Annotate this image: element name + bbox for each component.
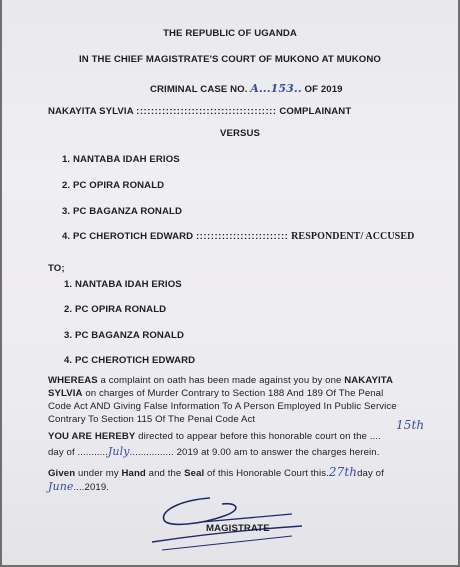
whereas-text: a complaint on oath has been made against you by one — [100, 375, 342, 386]
hearing-month-handwritten: July — [107, 445, 130, 458]
case-number: A...153.. — [250, 82, 302, 95]
respondent-item: 3. PC BAGANZA RONALD — [62, 206, 182, 217]
given-text: under my — [77, 468, 119, 479]
whereas-line-2 — [48, 388, 383, 399]
hereby-line — [48, 431, 381, 442]
day-of-text: day of ........... — [48, 447, 108, 458]
issued-date-line — [48, 480, 109, 493]
day-of-text: day of — [357, 468, 384, 479]
complainant-name: NAKAYITA SYLVIA — [48, 106, 134, 117]
charges-text-1: on charges of Murder Contrary to Section 188 And 189 Of The Penal — [85, 388, 384, 399]
respondent-item: 4. PC CHEROTICH EDWARD — [62, 231, 194, 242]
given-line — [48, 465, 384, 479]
given-keyword: Given — [48, 468, 76, 479]
addressee-item: 1. NANTABA IDAH ERIOS — [64, 279, 182, 290]
complainant-role: COMPLAINANT — [279, 106, 352, 117]
whereas-line-1 — [48, 375, 393, 386]
complainant-name-inline: NAKAYITA — [344, 375, 394, 386]
respondent-item: 1. NANTABA IDAH ERIOS — [62, 154, 180, 165]
complainant-line — [48, 106, 351, 117]
issued-month-handwritten: June — [48, 480, 74, 493]
complainant-surname-inline: SYLVIA — [48, 388, 83, 399]
issued-day-handwritten: 27th — [328, 465, 358, 479]
seal-keyword: Seal — [184, 468, 205, 479]
case-prefix: CRIMINAL CASE NO. — [150, 84, 248, 95]
case-number-line — [150, 82, 343, 95]
republic-heading: THE REPUBLIC OF UGANDA — [163, 28, 297, 39]
addressee-item: 2. PC OPIRA RONALD — [64, 304, 167, 315]
whereas-keyword: WHEREAS — [48, 375, 98, 386]
hereby-keyword: YOU ARE HEREBY — [48, 431, 136, 442]
hearing-day-handwritten: 15th — [396, 418, 425, 432]
addressee-item: 3. PC BAGANZA RONALD — [64, 330, 184, 341]
hearing-time-text: ................ 2019 at 9.00 am to answer the charges herein. — [129, 447, 380, 458]
charges-text-2: Code Act AND Giving False Information To A Person Employed In Public Service — [48, 401, 397, 412]
court-summons-document — [2, 0, 458, 565]
court-heading: IN THE CHIEF MAGISTRATE'S COURT OF MUKONO AT MUKONO — [79, 54, 381, 65]
given-text: of this Honorable Court this. — [207, 468, 329, 479]
hereby-text: directed to appear before this honorable court on the .... — [138, 431, 381, 442]
magistrate-label: MAGISTRATE — [206, 523, 270, 534]
respondent-dots: ::::::::::::::::::::::::: — [195, 231, 289, 242]
hand-keyword: Hand — [121, 468, 146, 479]
addressee-item: 4. PC CHEROTICH EDWARD — [64, 355, 196, 366]
complainant-dots: :::::::::::::::::::::::::::::::::::::: — [136, 106, 277, 117]
to-label: TO; — [48, 263, 65, 274]
charges-text-3: Contrary To Section 115 Of The Penal Code Act — [48, 414, 256, 425]
respondent-line — [62, 231, 414, 242]
case-suffix: OF 2019 — [304, 84, 343, 95]
given-text: and the — [148, 468, 182, 479]
respondent-item: 2. PC OPIRA RONALD — [62, 180, 165, 191]
issued-year: ....2019. — [73, 482, 110, 493]
versus-label: VERSUS — [220, 128, 261, 139]
day-of-line — [48, 445, 379, 458]
respondent-role: RESPONDENT/ ACCUSED — [291, 231, 415, 242]
